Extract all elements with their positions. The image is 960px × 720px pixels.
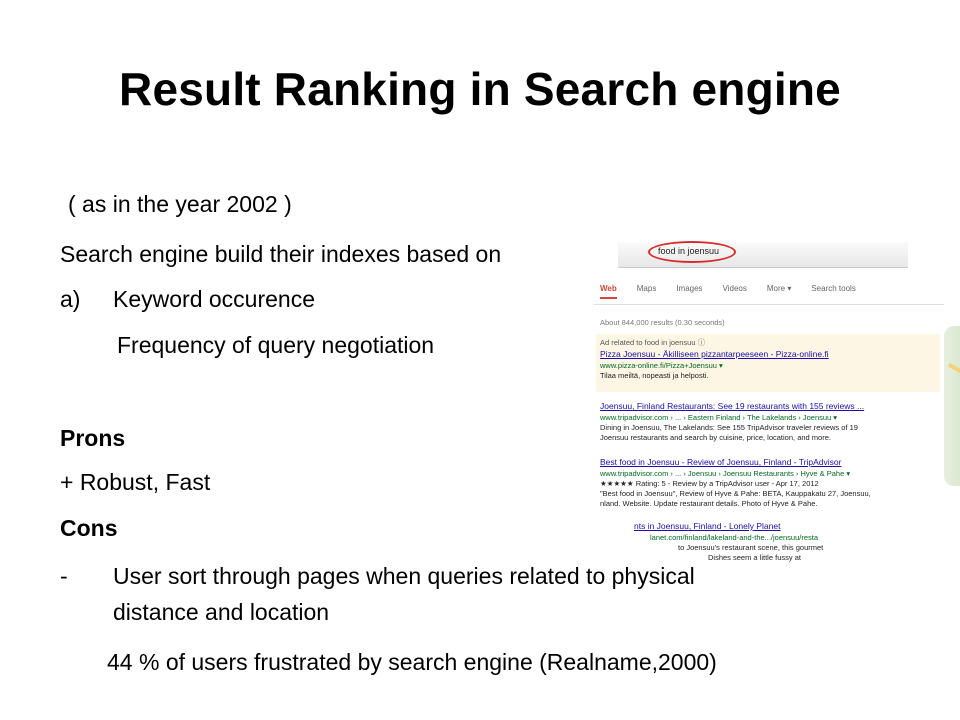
prons-item: + Robust, Fast: [60, 469, 211, 495]
tab-videos: Videos: [722, 284, 747, 293]
result-snippet: "Best food in Joensuu", Review of Hyve & Pahe: BETA, Kauppakatu 27, Joensuu,: [600, 489, 871, 498]
cons-item-line2: distance and location: [113, 599, 330, 625]
tab-maps: Maps: [636, 284, 657, 293]
search-results-screenshot: [578, 236, 960, 562]
slide-title: Result Ranking in Search engine: [119, 63, 841, 115]
list-item-keyword: Keyword occurence: [113, 286, 315, 312]
tab-more: More ▾: [766, 284, 792, 293]
result-url: www.pizza-online.fi/Pizza+Joensuu ▾: [600, 361, 723, 370]
statistic-text: 44 % of users frustrated by search engine (Realname,2000): [107, 649, 717, 675]
result-url: lanet.com/finland/lakeland-and-the.../joensuu/resta: [650, 533, 819, 542]
search-tabs: [600, 284, 876, 293]
list-marker-a: a): [60, 286, 81, 312]
map-thumbnail: [944, 326, 960, 486]
tabs-divider: [594, 304, 944, 305]
result-title: nts in Joensuu, Finland - Lonely Planet: [634, 521, 781, 531]
highlight-circle: [648, 241, 736, 263]
cons-marker: -: [60, 563, 68, 589]
intro-text: Search engine build their indexes based on: [60, 241, 502, 267]
result-snippet: to Joensuu's restaurant scene, this gourmet: [678, 543, 824, 552]
result-snippet: Tilaa meiltä, nopeasti ja helposti.: [600, 371, 709, 380]
result-rating: ★★★★★ Rating: 5 - Review by a TripAdvisor user - Apr 17, 2012: [600, 479, 819, 488]
result-snippet: nland. Website. Update restaurant details. Photo of Hyve & Pahe.: [600, 499, 818, 508]
tab-web: Web: [600, 284, 617, 299]
subtitle: ( as in the year 2002 ): [68, 191, 292, 217]
search-query: food in joensuu: [658, 246, 720, 256]
result-snippet: Dining in Joensuu, The Lakelands: See 155 TripAdvisor traveler reviews of 19: [600, 423, 858, 432]
result-snippet: Dishes seem a little fussy at: [708, 553, 801, 562]
result-title: Pizza Joensuu - Äkilliseen pizzantarpeeseen - Pizza-online.fi: [600, 349, 829, 359]
tab-search-tools: Search tools: [811, 284, 856, 293]
tab-images: Images: [676, 284, 703, 293]
result-stats: About 844,000 results (0.30 seconds): [600, 318, 725, 327]
ad-label: Ad related to food in joensuu ⓘ: [600, 338, 706, 347]
cons-item-line1: User sort through pages when queries related to physical: [113, 563, 695, 589]
result-title: Best food in Joensuu - Review of Joensuu, Finland - TripAdvisor: [600, 457, 842, 467]
result-snippet: Joensuu restaurants and search by cuisine, price, location, and more.: [600, 433, 831, 442]
result-title: Joensuu, Finland Restaurants: See 19 restaurants with 155 reviews ...: [600, 401, 865, 411]
cons-heading: Cons: [60, 515, 118, 541]
result-url: www.tripadvisor.com › ... › Eastern Finland › The Lakelands › Joensuu ▾: [600, 413, 838, 422]
prons-heading: Prons: [60, 425, 126, 451]
frequency-text: Frequency of query negotiation: [117, 332, 435, 358]
result-url: www.tripadvisor.com › ... › Joensuu › Joensuu Restaurants › Hyve & Pahe ▾: [600, 469, 851, 478]
